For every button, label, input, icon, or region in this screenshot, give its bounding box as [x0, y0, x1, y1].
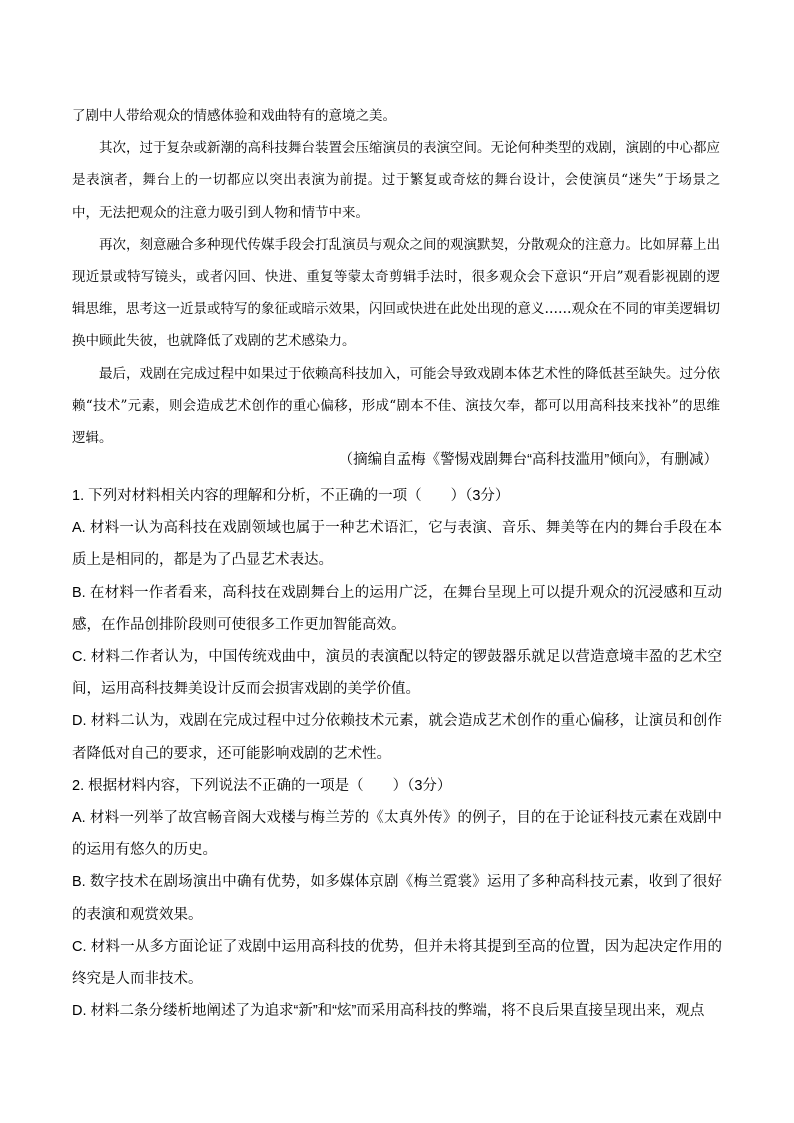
question-1-option-b: B. 在材料一作者看来，高科技在戏剧舞台上的运用广泛，在舞台呈现上可以提升观众的沉浸感和互动感，在作品创排阶段则可使很多工作更加智能高效。	[72, 584, 722, 633]
question-1-option-c: C. 材料二作者认为，中国传统戏曲中，演员的表演配以特定的锣鼓器乐就足以营造意境丰盈的艺术空间，运用高科技舞美设计反而会损害戏剧的美学价值。	[72, 649, 722, 698]
passage	[72, 100, 720, 454]
question-2-option-d: D. 材料二条分缕析地阐述了为追求“新”和“炫”而采用高科技的弊端，将不良后果直接呈现出来，观点	[72, 1003, 705, 1020]
question-2-option-a: A. 材料一列举了故宫畅音阁大戏楼与梅兰芳的《太真外传》的例子，目的在于论证科技元素在戏剧中的运用有悠久的历史。	[72, 810, 722, 859]
passage-paragraph: 再次，刻意融合多种现代传媒手段会打乱演员与观众之间的观演默契，分散观众的注意力。比如屏幕上出现近景或特写镜头，或者闪回、快进、重复等蒙太奇剪辑手法时，很多观众会下意识“开启”观看影视剧的逻辑思维，思考这一近景或特写的象征或暗示效果，闪回或快进在此处出现的意义……观众在不同的审美逻辑切换中顾此失彼，也就降低了戏剧的艺术感染力。	[72, 236, 720, 350]
passage-paragraph: 最后，戏剧在完成过程中如果过于依赖高科技加入，可能会导致戏剧本体艺术性的降低甚至缺失。过分依赖“技术”元素，则会造成艺术创作的重心偏移，形成“剧本不佳、演技欠奉，都可以用高科技来找补”的思维逻辑。	[72, 365, 720, 447]
source-citation: （摘编自孟梅《警惕戏剧舞台“高科技滥用”倾向》，有删减）	[338, 452, 718, 468]
passage-paragraph: 其次，过于复杂或新潮的高科技舞台装置会压缩演员的表演空间。无论何种类型的戏剧，演剧的中心都应是表演者，舞台上的一切都应以突出表演为前提。过于繁复或奇炫的舞台设计，会使演员“迷失”于场景之中，无法把观众的注意力吸引到人物和情节中来。	[72, 140, 720, 221]
question-1-option-d: D. 材料二认为，戏剧在完成过程中过分依赖技术元素，就会造成艺术创作的重心偏移，让演员和创作者降低对自己的要求，还可能影响戏剧的艺术性。	[72, 713, 722, 762]
question-2-stem: 2. 根据材料内容，下列说法不正确的一项是（ ）（3分）	[72, 777, 452, 794]
question-2-option-b: B. 数字技术在剧场演出中确有优势，如多媒体京剧《梅兰霓裳》运用了多种高科技元素，收到了很好的表演和观赏效果。	[72, 874, 722, 923]
question-1-option-a: A. 材料一认为高科技在戏剧领域也属于一种艺术语汇，它与表演、音乐、舞美等在内的舞台手段在本质上是相同的，都是为了凸显艺术表达。	[72, 520, 722, 569]
question-section	[72, 480, 722, 1027]
passage-paragraph: 了剧中人带给观众的情感体验和戏曲特有的意境之美。	[72, 108, 396, 124]
question-1-stem: 1. 下列对材料相关内容的理解和分析，不正确的一项（ ）（3分）	[72, 488, 510, 504]
question-2-option-c: C. 材料一从多方面论证了戏剧中运用高科技的优势，但并未将其提到至高的位置，因为起决定作用的终究是人而非技术。	[72, 938, 722, 988]
